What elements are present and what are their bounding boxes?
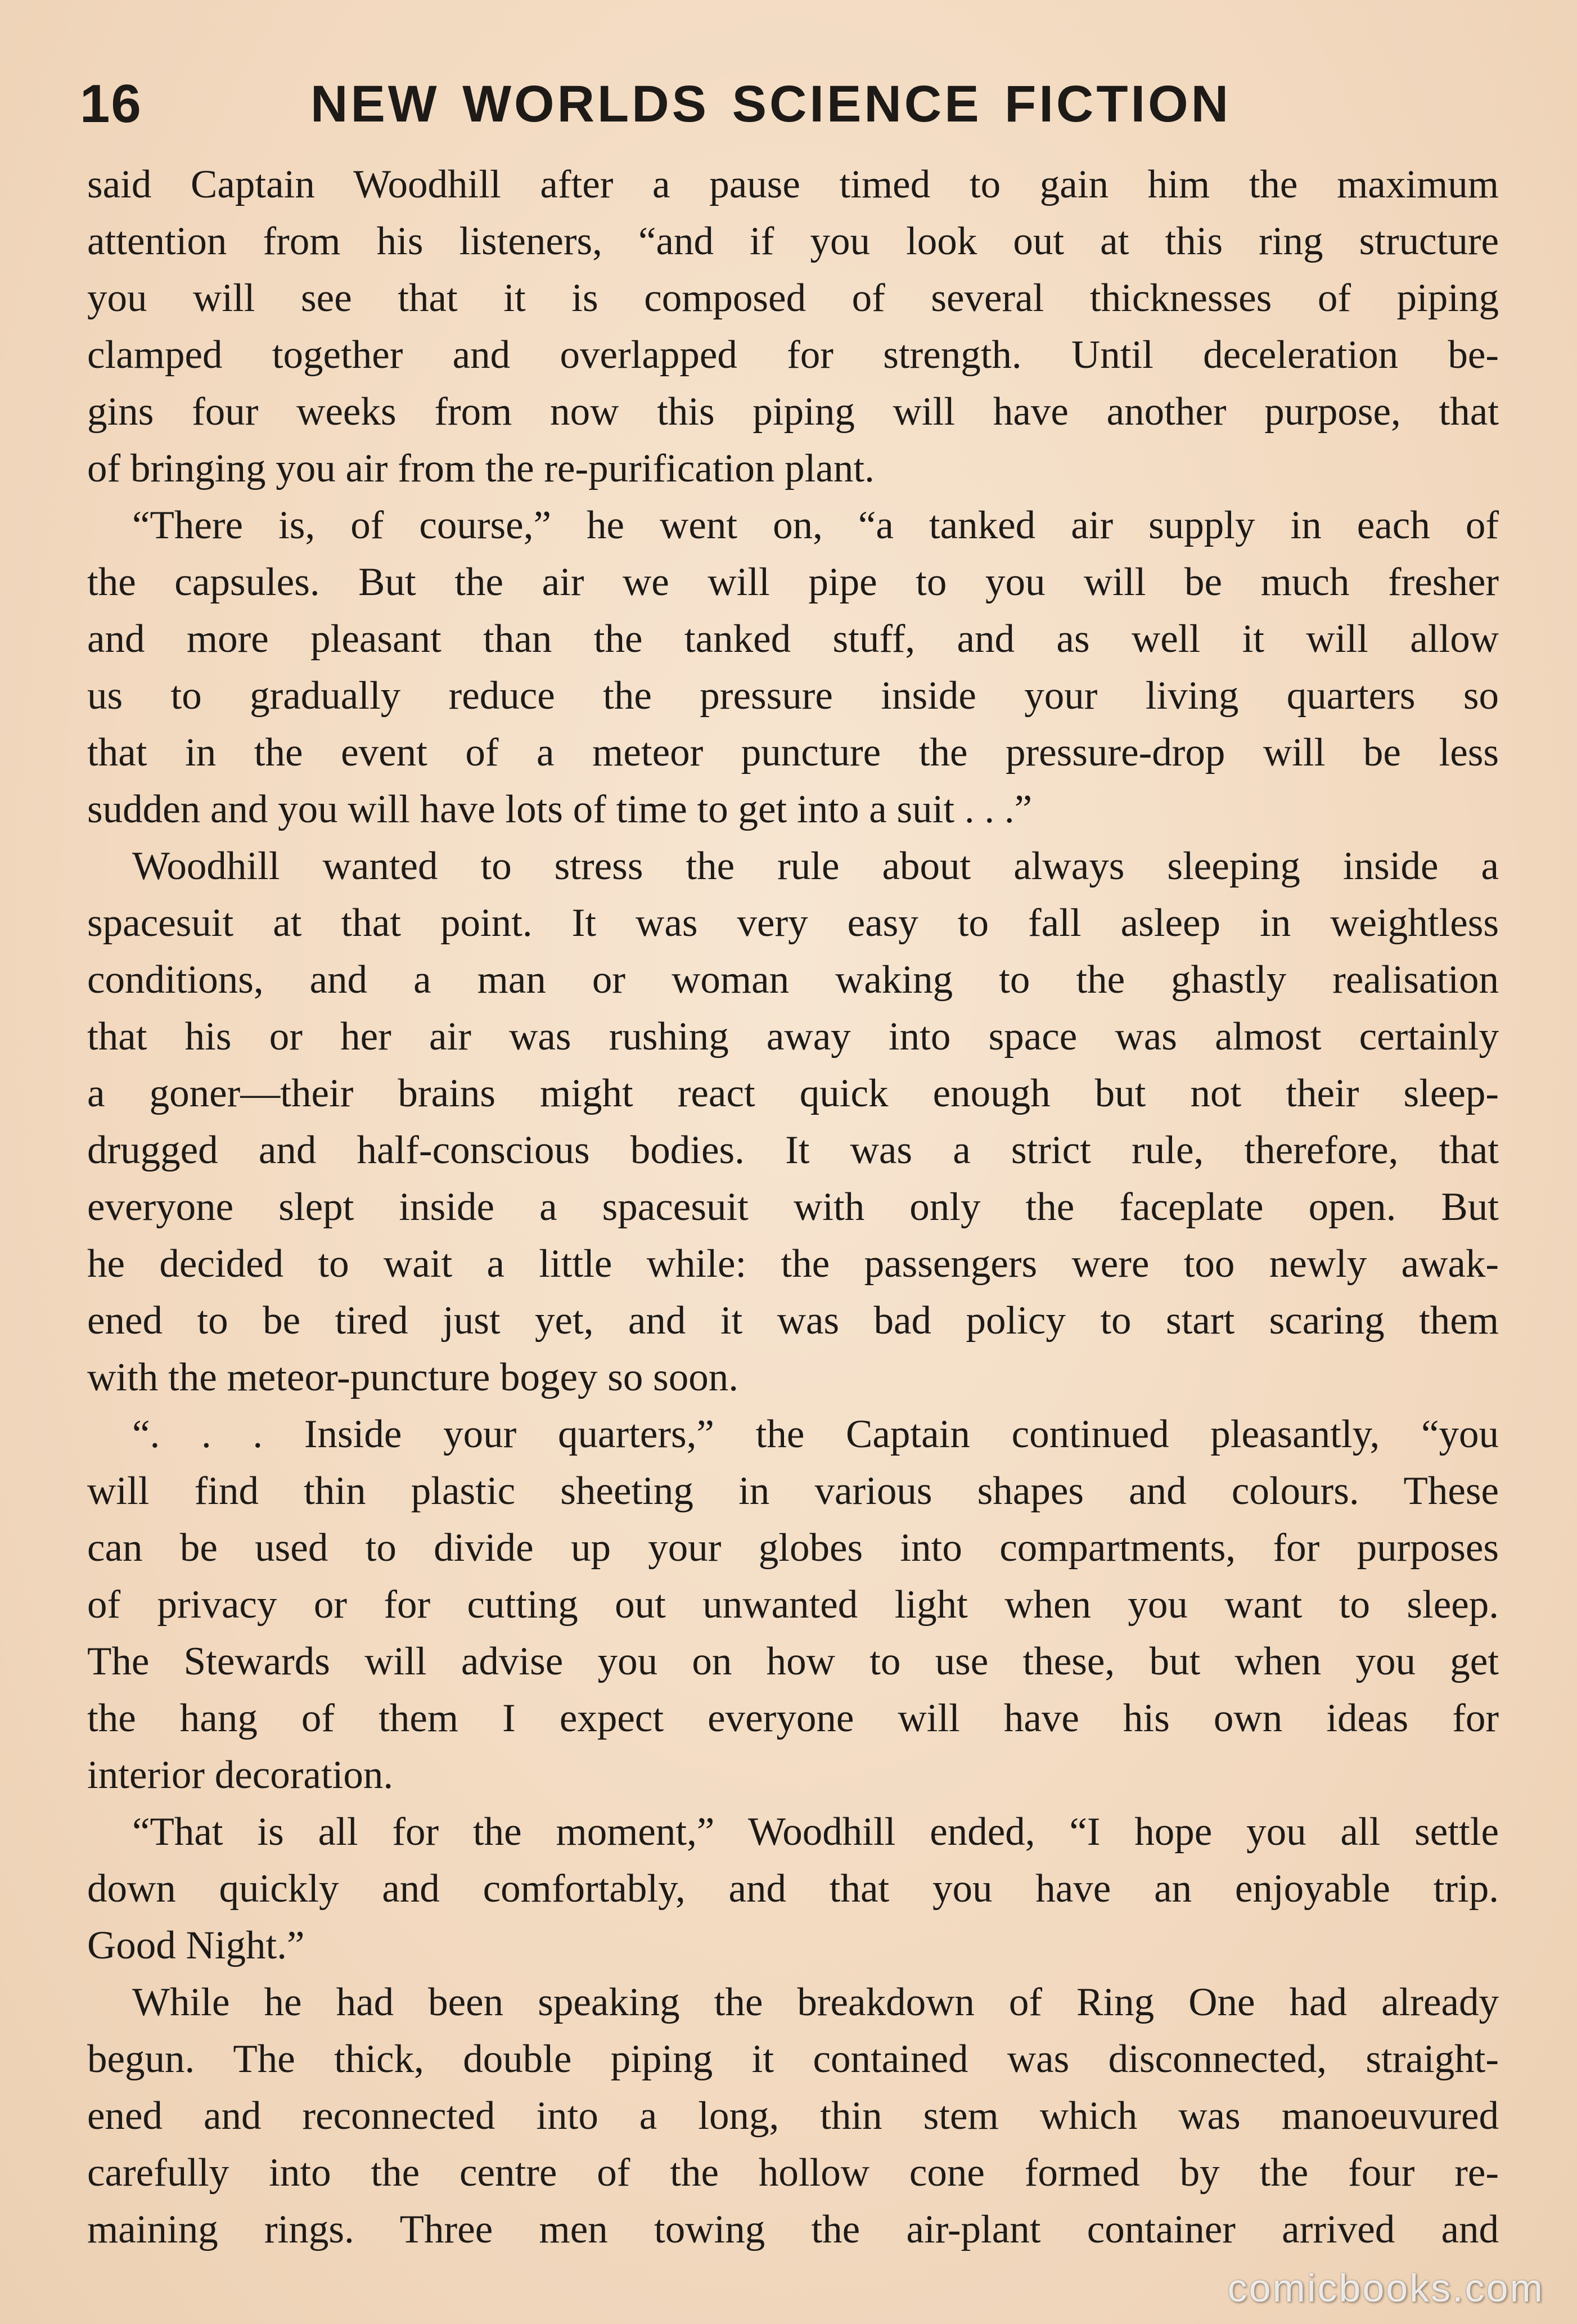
text-line: a goner—their brains might react quick enough but not their sleep-: [87, 1071, 1499, 1115]
text-line: spacesuit at that point. It was very easy to fall asleep in weightless: [87, 901, 1499, 945]
text-line: “There is, of course,” he went on, “a tanked air supply in each of: [132, 503, 1499, 547]
text-line: us to gradually reduce the pressure inside your living quarters so: [87, 674, 1499, 718]
text-line: can be used to divide up your globes into compartments, for purposes: [87, 1526, 1499, 1570]
text-line: ened to be tired just yet, and it was bad policy to start scaring them: [87, 1299, 1499, 1343]
text-line: the capsules. But the air we will pipe to you will be much fresher: [87, 560, 1499, 604]
text-line: he decided to wait a little while: the passengers were too newly awak-: [87, 1242, 1499, 1286]
text-line: with the meteor-puncture bogey so soon.: [87, 1355, 738, 1399]
text-line: interior decoration.: [87, 1753, 394, 1797]
text-line: that his or her air was rushing away into space was almost certainly: [87, 1015, 1499, 1059]
body-text: [87, 156, 1499, 2258]
text-line: the hang of them I expect everyone will have his own ideas for: [87, 1696, 1499, 1740]
text-line: drugged and half-conscious bodies. It was a strict rule, therefore, that: [87, 1128, 1499, 1172]
text-line: down quickly and comfortably, and that you have an enjoyable trip.: [87, 1867, 1499, 1911]
text-line: said Captain Woodhill after a pause timed to gain him the maximum: [87, 163, 1499, 206]
text-line: “. . . Inside your quarters,” the Captain continued pleasantly, “you: [132, 1412, 1499, 1456]
text-line: “That is all for the moment,” Woodhill ended, “I hope you all settle: [132, 1810, 1499, 1854]
text-line: maining rings. Three men towing the air-plant container arrived and: [87, 2208, 1499, 2251]
text-line: of privacy or for cutting out unwanted light when you want to sleep.: [87, 1583, 1499, 1627]
text-line: clamped together and overlapped for strength. Until deceleration be-: [87, 333, 1499, 377]
text-line: While he had been speaking the breakdown of Ring One had already: [132, 1980, 1499, 2024]
text-line: you will see that it is composed of several thicknesses of piping: [87, 276, 1499, 320]
text-line: begun. The thick, double piping it contained was disconnected, straight-: [87, 2037, 1499, 2081]
text-line: that in the event of a meteor puncture the pressure-drop will be less: [87, 731, 1499, 774]
text-line: gins four weeks from now this piping will have another purpose, that: [87, 390, 1499, 434]
text-line: and more pleasant than the tanked stuff, and as well it will allow: [87, 617, 1499, 661]
text-line: everyone slept inside a spacesuit with only the faceplate open. But: [87, 1185, 1499, 1229]
text-line: ened and reconnected into a long, thin stem which was manoeuvured: [87, 2094, 1499, 2138]
text-line: The Stewards will advise you on how to use these, but when you get: [87, 1640, 1499, 1683]
page-header: [80, 73, 1508, 135]
text-line: Woodhill wanted to stress the rule about always sleeping inside a: [132, 844, 1499, 888]
text-line: sudden and you will have lots of time to get into a suit . . .”: [87, 787, 1033, 831]
text-line: carefully into the centre of the hollow cone formed by the four re-: [87, 2151, 1499, 2195]
text-line: of bringing you air from the re-purification plant.: [87, 447, 875, 490]
running-head-title: NEW WORLDS SCIENCE FICTION: [310, 75, 1232, 133]
text-line: will find thin plastic sheeting in various shapes and colours. These: [87, 1469, 1499, 1513]
text-line: attention from his listeners, “and if you look out at this ring structure: [87, 219, 1499, 263]
text-line: conditions, and a man or woman waking to the ghastly realisation: [87, 958, 1499, 1002]
page-number: 16: [80, 74, 142, 134]
watermark: comicbooks.com: [1227, 2266, 1544, 2310]
text-line: Good Night.”: [87, 1924, 305, 1967]
